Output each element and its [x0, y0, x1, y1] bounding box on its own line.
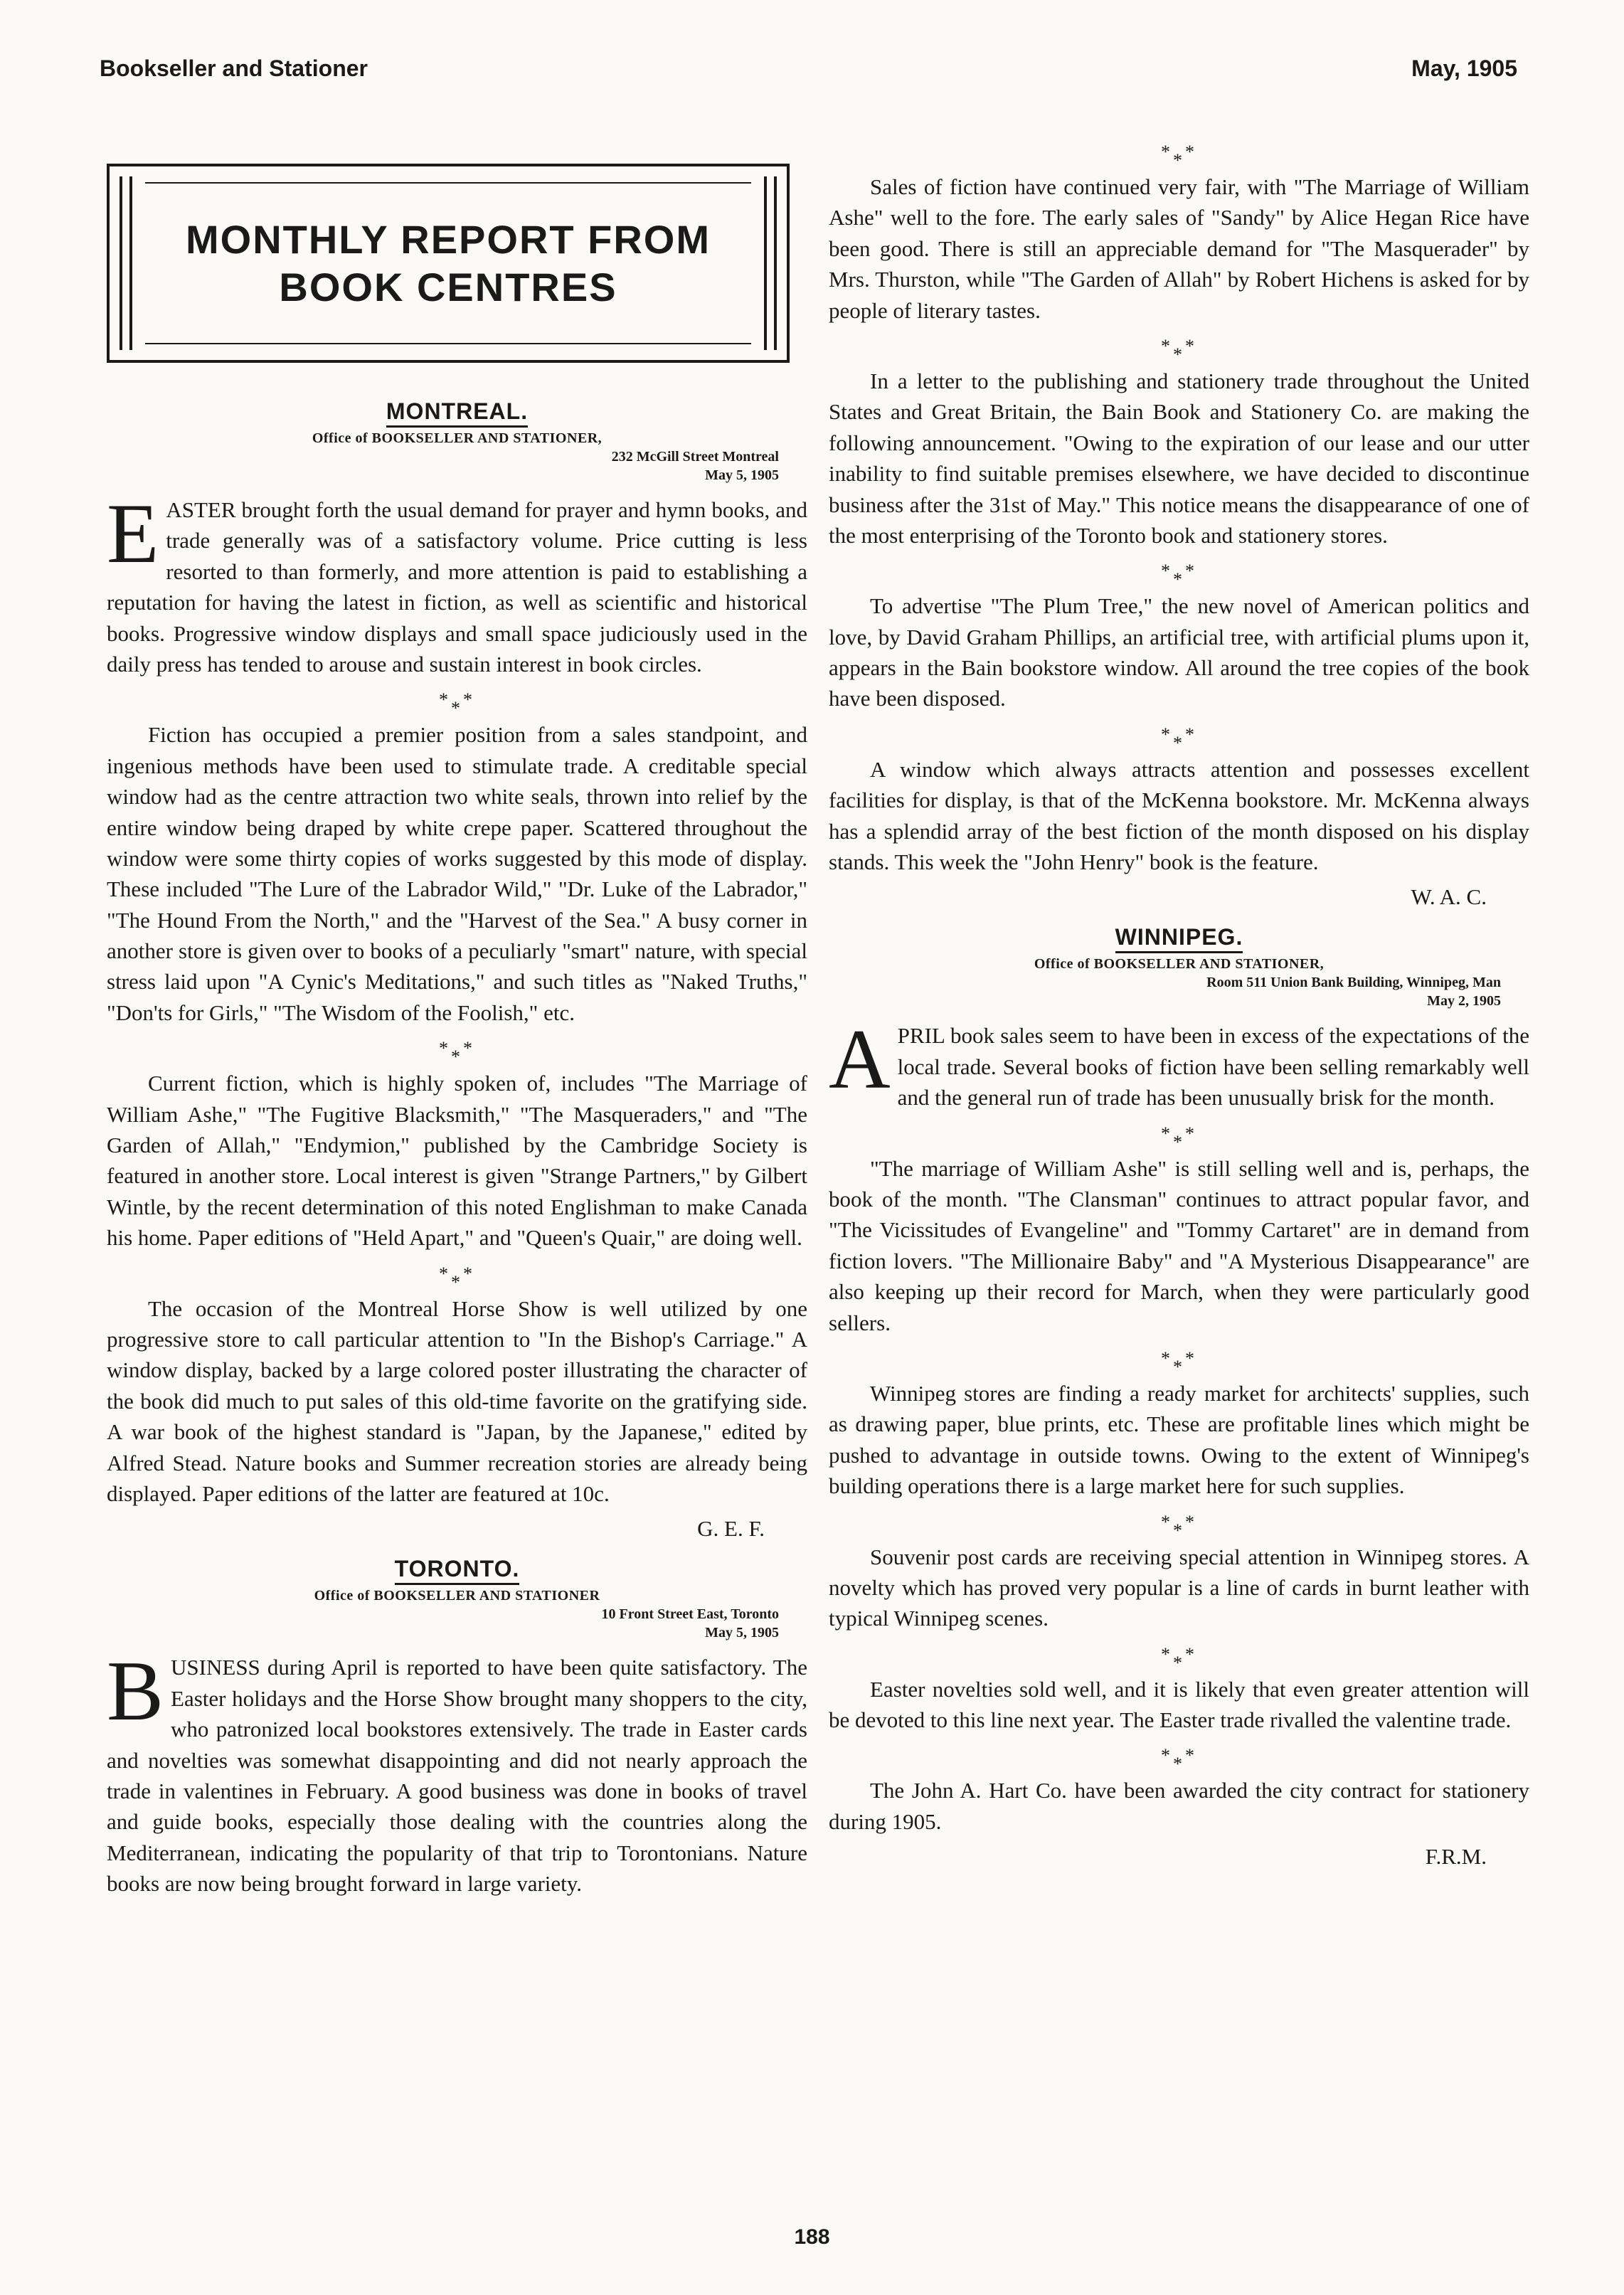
asterism-divider: *** [1161, 1511, 1197, 1541]
section-heading: MONTREAL. [107, 398, 807, 425]
signature: F.R.M. [1425, 1844, 1487, 1870]
paragraph: The occasion of the Montreal Horse Show is well utilized by one progressive store to call particular attention to "In the Bishop's Carriage." A window display, backed by a large colored poster illustrating the character of the book did much to put sales of this old-time favorite on the gratifying side. A war book of the highest standard is "Japan, by the Japanese," edited by Alfred Stead. Nature books and Summer recreation stories are already being displayed. Paper editions of the latter are featured at 10c. [107, 1295, 807, 1506]
report-title-box [107, 164, 790, 363]
page-number: 188 [794, 2225, 830, 2249]
paragraph: To advertise "The Plum Tree," the new novel of American politics and love, by David Graham Phillips, an artificial tree, with artificial plums upon it, appears in the Bain bookstore window. All around the tree copies of the book have been disposed. [829, 593, 1529, 711]
paragraph: "The marriage of William Ashe" is still selling well and is, perhaps, the book of the month. "The Clansman" continues to attract popular favor, and "The Vicissitudes of Evangeline" and "Tommy Cartaret" are in demand from fiction lovers. "The Millionaire Baby" and "A Mysterious Disappearance" are also keeping up their record for March, when they were particularly good sellers. [829, 1155, 1529, 1335]
section-heading: WINNIPEG. [829, 924, 1529, 950]
drop-cap: B [107, 1643, 164, 1739]
asterism-divider: *** [439, 1263, 475, 1293]
asterism-divider: *** [439, 689, 475, 719]
paragraph: Sales of fiction have continued very fair, with "The Marriage of William Ashe" well to the fore. The early sales of "Sandy" by Alice Hegan Rice have been good. There is still an appreciable demand for "The Masquerader" by Mrs. Thurston, while "The Garden of Allah" by Robert Hichens is asked for by people of literary tastes. [829, 174, 1529, 323]
address-line: 232 McGill Street Montreal [611, 449, 779, 465]
paragraph: Winnipeg stores are finding a ready market for architects' supplies, such as drawing paper, blue prints, etc. These are profitable lines which might be pushed to advantage in outside towns. Owing to the extent of Winnipeg's building operations there is a large market here for such supplies. [829, 1380, 1529, 1499]
asterism-divider: *** [1161, 1745, 1197, 1775]
right-column [829, 132, 1529, 1884]
address-line: 10 Front Street East, Toronto [601, 1606, 779, 1623]
office-line: Office of BOOKSELLER AND STATIONER, [312, 430, 603, 446]
paragraph: Souvenir post cards are receiving special attention in Winnipeg stores. A novelty which has proved very popular is a line of cards in burnt leather with typical Winnipeg scenes. [829, 1544, 1529, 1631]
signature: W. A. C. [1411, 884, 1487, 910]
toronto-section-continued [829, 143, 1529, 910]
paragraph: Fiction has occupied a premier position from a sales standpoint, and ingenious methods have been used to stimulate trade. A creditable special window had as the centre attraction two white seals, thrown into relief by the entire window being draped by white crepe paper. Scattered throughout the window were some thirty copies of works suggested by this mode of display. These included "The Lure of the Labrador Wild," "Dr. Luke of the Labrador," "The Hound From the North," and the "Harvest of the Sea." A busy corner in another store is given over to books of a peculiarly "smart" nature, with special stress laid upon "A Cynic's Meditations," and such titles as "Naked Truths," "Don'ts for Girls," "The Wisdom of the Foolish," etc. [107, 722, 807, 1025]
report-title-line-2: BOOK CENTRES [279, 265, 617, 309]
paragraph: In a letter to the publishing and stationery trade throughout the United States and Great Britain, the Bain Book and Stationery Co. are making the following announcement. "Owing to the expiration of our lease and our utter inability to find suitable premises elsewhere, we have decided to discontinue business after the 31st of May." This notice means the disappearance of one of the most enterprising of the Toronto book and stationery stores. [829, 368, 1529, 548]
paragraph: Easter novelties sold well, and it is likely that even greater attention will be devoted to this line next year. The Easter trade rivalled the valentine trade. [829, 1676, 1529, 1733]
dateline: May 2, 1905 [1427, 993, 1501, 1009]
asterism-divider: *** [439, 1038, 475, 1068]
left-column [107, 132, 807, 1899]
report-title-line-1: MONTHLY REPORT FROM [185, 216, 711, 262]
dateline: May 5, 1905 [705, 1625, 779, 1641]
paragraph: The John A. Hart Co. have been awarded the city contract for stationery during 1905. [829, 1778, 1529, 1834]
asterism-divider: *** [1161, 724, 1197, 753]
asterism-divider: *** [1161, 1643, 1197, 1673]
drop-cap: A [829, 1012, 891, 1107]
signature: G. E. F. [697, 1516, 765, 1542]
running-head [100, 55, 1517, 91]
asterism-divider: *** [1161, 561, 1197, 590]
paragraph: EASTER brought forth the usual demand for prayer and hymn books, and trade generally was of a satisfactory volume. Price cutting is less resorted to than formerly, and more attention is paid to establishing a reputation for having the latest in fiction, as well as scientific and historical books. Progressive window displays and small space judiciously used in the daily press has tended to arouse and sustain interest in book circles. [107, 486, 807, 677]
asterism-divider: *** [1161, 335, 1197, 365]
asterism-divider: *** [1161, 1123, 1197, 1152]
drop-cap: E [107, 486, 159, 581]
issue-date: May, 1905 [1411, 55, 1517, 81]
toronto-section [107, 1556, 807, 1899]
montreal-section [107, 398, 807, 1542]
office-line: Office of BOOKSELLER AND STATIONER, [1034, 956, 1325, 972]
publication-name: Bookseller and Stationer [100, 55, 368, 81]
paragraph: Current fiction, which is highly spoken of, includes "The Marriage of William Ashe," "The Fugitive Blacksmith," "The Masqueraders," and "The Garden of Allah," "Endymion," published by the Cambridge Society is featured in another store. Local interest is given "Strange Partners," by Gilbert Wintle, by the recent determination of this noted Englishman to make Canada his home. Paper editions of "Held Apart," and "Queen's Quair," are doing well. [107, 1071, 807, 1251]
address-line: Room 511 Union Bank Building, Winnipeg, Man [1206, 975, 1501, 991]
office-line: Office of BOOKSELLER AND STATIONER [314, 1588, 600, 1604]
asterism-divider: *** [1161, 1347, 1197, 1377]
paragraph: APRIL book sales seem to have been in excess of the expectations of the local trade. Several books of fiction have been selling remarkably well and the general run of trade has been unusually brisk for the month. [829, 1012, 1529, 1111]
section-heading: TORONTO. [107, 1556, 807, 1582]
dateline: May 5, 1905 [705, 467, 779, 483]
winnipeg-section [829, 924, 1529, 1870]
paragraph: A window which always attracts attention and possesses excellent facilities for display, is that of the McKenna bookstore. Mr. McKenna always has a splendid array of the best fiction of the month disposed on his display stands. This week the "John Henry" book is the feature. [829, 756, 1529, 875]
paragraph: BUSINESS during April is reported to have been quite satisfactory. The Easter holidays and the Horse Show brought many shoppers to the city, who patronized local bookstores extensively. The trade in Easter cards and novelties was somewhat disappointing and did not nearly approach the trade in valentines in February. A good business was done in books of travel and guide books, especially those dealing with the countries along the Mediterranean, indicating the popularity of that trip to Torontonians. Nature books are now being brought forward in large variety. [107, 1643, 807, 1897]
asterism-divider: *** [1161, 142, 1197, 171]
